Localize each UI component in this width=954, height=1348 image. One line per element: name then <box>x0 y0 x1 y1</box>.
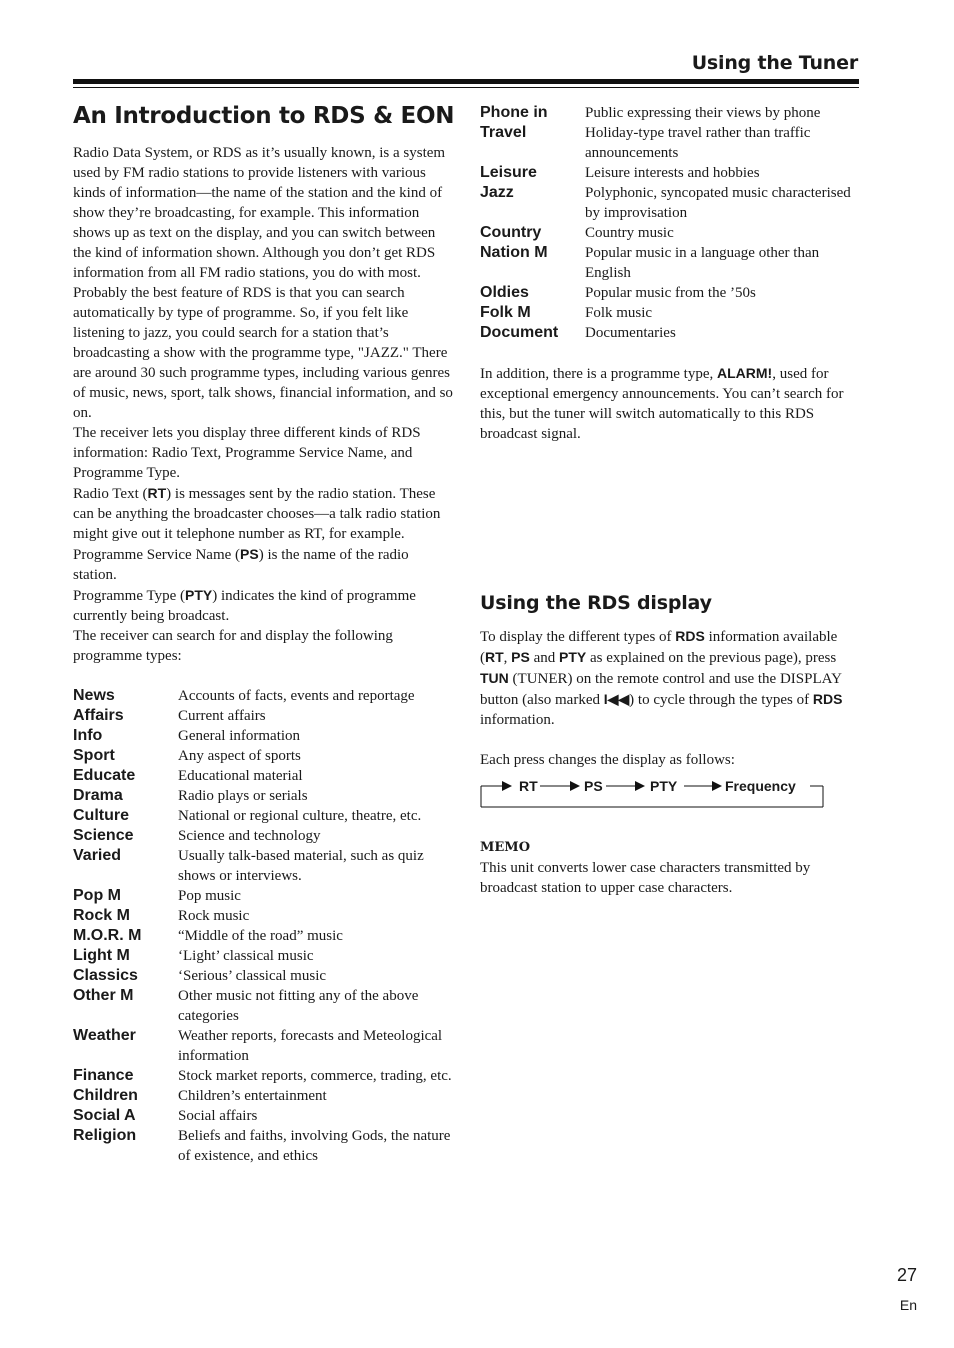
programme-type-list-right <box>480 103 860 343</box>
keyword-ps: PS <box>240 546 259 562</box>
memo-heading: MEMO <box>480 840 531 855</box>
flow-label-ps: PS <box>584 778 603 794</box>
programme-type-item: Jazz Polyphonic, syncopated music characterised by improvisation <box>480 184 851 221</box>
alarm-paragraph: In addition, there is a programme type, ALARM!, used for exceptional emergency announcements. You can’t search for this, but the tuner will switch automatically to this RDS broadcast signal. <box>480 365 844 442</box>
programme-type-item: M.O.R. M “Middle of the road” music <box>73 927 343 944</box>
language-code: En <box>899 1297 917 1313</box>
programme-type-item: Science Science and technology <box>73 827 321 844</box>
programme-type-item: Rock M Rock music <box>73 907 250 924</box>
programme-type-item: Other M Other music not fitting any of the above categories <box>73 987 419 1024</box>
programme-type-item: Phone in Public expressing their views by phone <box>480 104 821 121</box>
programme-type-item: Classics ‘Serious’ classical music <box>73 967 327 984</box>
programme-type-item: Educate Educational material <box>73 767 303 784</box>
programme-type-item: Folk M Folk music <box>480 304 653 321</box>
keyword-rt: RT <box>147 485 167 501</box>
right-column <box>480 100 860 898</box>
programme-type-item: Social A Social affairs <box>73 1107 258 1124</box>
intro-paragraph-4: Radio Text (RT) is messages sent by the radio station. These can be anything the broadcaster chooses—a talk radio station might give out it telephone number as RT, for example. <box>73 485 441 542</box>
flow-label-pty: PTY <box>650 778 678 794</box>
programme-type-item: Info General information <box>73 727 301 744</box>
flow-label-frequency: Frequency <box>725 778 796 794</box>
each-press-text: Each press changes the display as follows: <box>480 752 735 768</box>
programme-type-item: Document Documentaries <box>480 324 676 341</box>
programme-type-item: Varied Usually talk-based material, such as quiz shows or interviews. <box>73 847 424 884</box>
intro-paragraph-7: The receiver can search for and display the following programme types: <box>73 628 393 664</box>
left-column <box>73 100 455 1166</box>
programme-type-item: Affairs Current affairs <box>73 707 266 724</box>
flow-label-rt: RT <box>519 778 538 794</box>
intro-paragraph-1: Radio Data System, or RDS as it’s usually known, is a system used by FM radio stations to provide listeners with various kinds of information—the name of the station and the kind of show they’re broadcasting, for example. This information shows up as text on the display, and you can switch between the kind of information shown. Although you don’t get RDS information from all FM radio stations, you do with most. <box>73 145 446 281</box>
programme-type-item: Leisure Leisure interests and hobbies <box>480 164 760 181</box>
programme-type-item: Nation M Popular music in a language other than English <box>480 244 820 281</box>
programme-type-item: Oldies Popular music from the ’50s <box>480 284 756 301</box>
intro-paragraph-2: Probably the best feature of RDS is that you can search automatically by type of programme. So, if you felt like listening to jazz, you could search for a station that’s broadcasting a show with the programme type, "JAZZ." There are around 30 such programme types, including various genres of music, news, sport, talk shows, financial information, and so on. <box>73 285 453 421</box>
header-rule-thin <box>73 87 859 88</box>
intro-paragraph-3: The receiver lets you display three different kinds of RDS information: Radio Text, Programme Service Name, and Programme Type. <box>73 425 421 481</box>
header-rule-thick <box>73 79 859 84</box>
programme-type-item: Sport Any aspect of sports <box>73 747 301 764</box>
page-number: 27 <box>896 1265 917 1285</box>
skip-back-icon: I◀◀ <box>603 691 630 707</box>
rds-display-paragraph: To display the different types of RDS information available (RT, PS and PTY as explained on the previous page), press TUN (TUNER) on the remote control and use the DISPLAY button (also marked I◀◀) to cycle through the types of RDS information. <box>480 628 843 728</box>
keyword-alarm: ALARM! <box>717 365 773 381</box>
arrow-icon <box>712 781 722 791</box>
programme-type-item: Finance Stock market reports, commerce, trading, etc. <box>73 1067 452 1084</box>
programme-type-item: Light M ‘Light’ classical music <box>73 947 314 964</box>
programme-type-item: Culture National or regional culture, theatre, etc. <box>73 807 422 824</box>
programme-type-item: Children Children’s entertainment <box>73 1087 327 1104</box>
keyword-pty: PTY <box>184 587 213 603</box>
memo-text: This unit converts lower case characters transmitted by broadcast station to upper case characters. <box>480 860 811 896</box>
programme-type-item: Weather Weather reports, forecasts and Meteological information <box>73 1027 443 1064</box>
programme-type-item: Travel Holiday-type travel rather than traffic announcements <box>480 124 811 161</box>
programme-type-item: Pop M Pop music <box>73 887 241 904</box>
programme-type-item: News Accounts of facts, events and reportage <box>73 687 415 704</box>
programme-type-item: Drama Radio plays or serials <box>73 787 308 804</box>
programme-type-item: Religion Beliefs and faiths, involving Gods, the nature of existence, and ethics <box>73 1127 451 1164</box>
arrow-icon <box>502 781 512 791</box>
intro-paragraph-6: Programme Type (PTY) indicates the kind of programme currently being broadcast. <box>73 587 416 624</box>
display-cycle-diagram <box>480 776 824 806</box>
programme-type-item: Country Country music <box>480 224 674 241</box>
intro-paragraph-5: Programme Service Name (PS) is the name of the radio station. <box>73 546 409 583</box>
section-title: Using the Tuner <box>691 52 858 74</box>
programme-type-list-left <box>73 686 455 1166</box>
rds-display-title: Using the RDS display <box>480 592 712 614</box>
arrow-icon <box>570 781 580 791</box>
arrow-icon <box>635 781 645 791</box>
intro-title: An Introduction to RDS & EON <box>73 103 455 129</box>
